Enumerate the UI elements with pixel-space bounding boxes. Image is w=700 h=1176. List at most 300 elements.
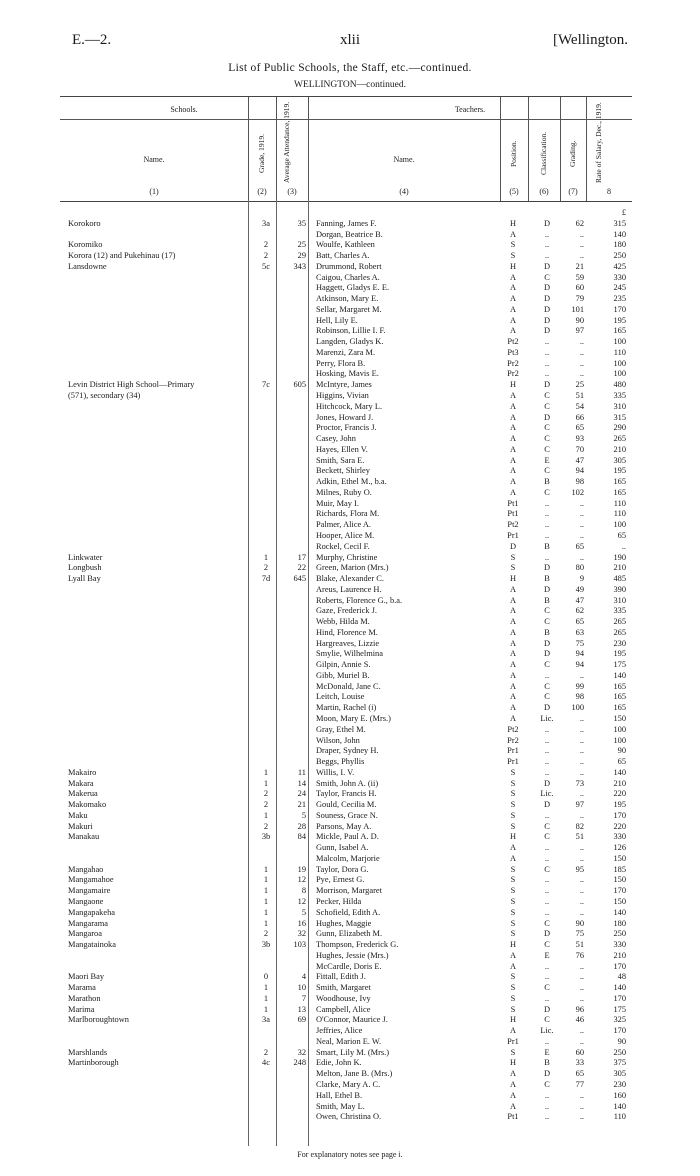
grading-cell: 66 bbox=[575, 412, 584, 422]
position-cell: Pr1 bbox=[507, 757, 519, 767]
grade-cell: 1 bbox=[263, 907, 269, 917]
position-cell: A bbox=[509, 466, 517, 476]
salary-cell: 100 bbox=[613, 337, 626, 347]
table-row bbox=[60, 423, 632, 434]
classification-cell: .. bbox=[544, 767, 550, 777]
pound-sign-row bbox=[60, 208, 632, 219]
salary-cell: 310 bbox=[613, 595, 626, 605]
teacher-name-cell: Atkinson, Mary E. bbox=[316, 294, 379, 304]
attendance-cell: 645 bbox=[293, 574, 306, 584]
grading-cell: .. bbox=[579, 810, 584, 820]
table-row bbox=[60, 639, 632, 650]
grade-header: Grade, 1919. bbox=[257, 134, 266, 174]
classification-cell: C bbox=[544, 821, 550, 831]
attendance-cell: 12 bbox=[297, 897, 306, 906]
grade-cell: 3a bbox=[262, 218, 270, 228]
salary-cell: 110 bbox=[613, 498, 626, 508]
grading-cell: 62 bbox=[575, 218, 584, 228]
teacher-name-cell: Higgins, Vivian bbox=[316, 391, 369, 401]
classification-cell: C bbox=[544, 660, 550, 670]
teacher-name-cell: Martin, Rachel (i) bbox=[316, 703, 377, 713]
position-cell: A bbox=[509, 444, 517, 454]
table-row bbox=[60, 789, 632, 800]
col-number-1: (1) bbox=[149, 187, 159, 196]
table-row bbox=[60, 671, 632, 682]
salary-cell: 150 bbox=[613, 897, 626, 906]
salary-cell: 100 bbox=[613, 369, 626, 379]
salary-cell: 245 bbox=[613, 283, 626, 293]
grading-cell: 54 bbox=[575, 401, 584, 411]
school-name-cell: Lansdowne bbox=[68, 261, 107, 271]
table-row bbox=[60, 273, 632, 284]
grading-cell: .. bbox=[579, 530, 584, 540]
table-row bbox=[60, 725, 632, 736]
position-cell: Pt1 bbox=[507, 498, 519, 508]
salary-cell: 165 bbox=[613, 692, 626, 702]
grading-cell: .. bbox=[579, 520, 584, 530]
position-cell: S bbox=[510, 929, 516, 939]
salary-cell: 230 bbox=[613, 1080, 626, 1090]
attendance-cell: 19 bbox=[297, 864, 306, 874]
table-row bbox=[60, 1005, 632, 1016]
table-row bbox=[60, 1026, 632, 1037]
grading-cell: .. bbox=[579, 552, 584, 562]
grading-cell: 73 bbox=[575, 778, 584, 788]
grading-cell: 97 bbox=[575, 800, 584, 810]
teacher-name-cell: Smith, May L. bbox=[316, 1101, 365, 1111]
salary-cell: 210 bbox=[613, 778, 626, 788]
classification-header: Classification. bbox=[539, 131, 548, 175]
classification-cell: D bbox=[543, 304, 551, 314]
classification-cell: D bbox=[543, 218, 551, 228]
table-row bbox=[60, 1091, 632, 1102]
table-row bbox=[60, 983, 632, 994]
col-number-8: 8 bbox=[607, 187, 611, 196]
table-row bbox=[60, 1069, 632, 1080]
teacher-name-cell: Perry, Flora B. bbox=[316, 358, 366, 368]
grading-cell: 90 bbox=[575, 315, 584, 325]
table-row bbox=[60, 413, 632, 424]
grade-cell: 7c bbox=[262, 380, 270, 390]
salary-cell: 290 bbox=[613, 423, 626, 433]
salary-cell: 140 bbox=[613, 1101, 626, 1111]
salary-cell: 175 bbox=[613, 1004, 626, 1014]
col-number-7: (7) bbox=[568, 187, 578, 196]
table-row bbox=[60, 456, 632, 467]
grade-cell: 2 bbox=[263, 240, 269, 250]
teacher-name-cell: Proctor, Francis J. bbox=[316, 423, 377, 433]
attendance-cell: 17 bbox=[297, 552, 306, 562]
teacher-name-cell: Dorgan, Beatrice B. bbox=[316, 229, 383, 239]
salary-cell: 180 bbox=[613, 240, 626, 250]
col-number-6: (6) bbox=[539, 187, 549, 196]
classification-cell: .. bbox=[544, 1036, 550, 1046]
school-name-cell: Linkwater bbox=[68, 552, 103, 562]
teacher-name-cell: Parsons, May A. bbox=[316, 821, 372, 831]
classification-cell: .. bbox=[544, 240, 550, 250]
attendance-cell: 5 bbox=[301, 810, 306, 820]
table-row bbox=[60, 757, 632, 768]
grading-cell: 96 bbox=[575, 1004, 584, 1014]
table-row bbox=[60, 402, 632, 413]
classification-cell: D bbox=[543, 261, 551, 271]
salary-cell: 330 bbox=[613, 272, 626, 282]
classification-cell: .. bbox=[544, 961, 550, 971]
salary-cell: 110 bbox=[613, 347, 626, 357]
grading-cell: .. bbox=[579, 972, 584, 982]
teacher-name-cell: Beckett, Shirley bbox=[316, 466, 370, 476]
teacher-name-cell: Casey, John bbox=[316, 434, 356, 444]
table-row bbox=[60, 972, 632, 983]
attendance-cell: 84 bbox=[297, 832, 306, 842]
classification-cell: C bbox=[544, 1015, 550, 1025]
table-row bbox=[60, 692, 632, 703]
position-cell: Pt2 bbox=[507, 520, 519, 530]
classification-cell: .. bbox=[544, 1090, 550, 1100]
salary-cell: 480 bbox=[613, 380, 626, 390]
classification-cell: .. bbox=[544, 670, 550, 680]
classification-cell: D bbox=[543, 283, 551, 293]
grading-cell: .. bbox=[579, 961, 584, 971]
salary-cell: 170 bbox=[613, 810, 626, 820]
position-cell: A bbox=[509, 627, 517, 637]
classification-cell: C bbox=[544, 864, 550, 874]
teacher-name-cell: Smart, Lily M. (Mrs.) bbox=[316, 1047, 390, 1057]
position-cell: A bbox=[509, 401, 517, 411]
position-cell: H bbox=[509, 1015, 517, 1025]
grading-cell: 60 bbox=[575, 283, 584, 293]
teacher-name-cell: Milnes, Ruby O. bbox=[316, 487, 372, 497]
salary-cell: 250 bbox=[613, 251, 626, 261]
classification-cell: D bbox=[543, 778, 551, 788]
salary-cell: 195 bbox=[613, 315, 626, 325]
salary-cell: 170 bbox=[613, 304, 626, 314]
salary-cell: 110 bbox=[613, 509, 626, 519]
teacher-name-cell: Melton, Jane B. (Mrs.) bbox=[316, 1069, 393, 1079]
grading-cell: .. bbox=[579, 1101, 584, 1111]
region-subtitle: WELLINGTON—continued. bbox=[294, 80, 406, 90]
school-name-cell: Mangapakeha bbox=[68, 907, 115, 917]
school-name-cell: Marshlands bbox=[68, 1047, 108, 1057]
classification-cell: C bbox=[544, 272, 550, 282]
attendance-cell: 605 bbox=[293, 380, 306, 390]
grading-cell: .. bbox=[579, 897, 584, 906]
grading-cell: 47 bbox=[575, 455, 584, 465]
salary-cell: 110 bbox=[613, 1112, 626, 1122]
position-cell: H bbox=[509, 574, 517, 584]
grading-cell: 60 bbox=[575, 1047, 584, 1057]
classification-cell: .. bbox=[544, 907, 550, 917]
attendance-cell: 21 bbox=[297, 800, 306, 810]
grading-cell: .. bbox=[579, 1026, 584, 1036]
table-row bbox=[60, 897, 632, 908]
attendance-cell: 22 bbox=[297, 563, 306, 573]
attendance-cell: 103 bbox=[293, 940, 306, 950]
table-row bbox=[60, 553, 632, 564]
table-row bbox=[60, 886, 632, 897]
salary-cell: 165 bbox=[613, 487, 626, 497]
school-name-cell: Mangaone bbox=[68, 897, 104, 906]
classification-cell: .. bbox=[544, 972, 550, 982]
teacher-name-cell: Robinson, Lillie I. F. bbox=[316, 326, 386, 336]
attendance-cell: 24 bbox=[297, 789, 306, 799]
grade-cell: 3b bbox=[261, 940, 271, 950]
classification-cell: B bbox=[544, 595, 550, 605]
grading-cell: 47 bbox=[575, 595, 584, 605]
classification-cell: D bbox=[543, 800, 551, 810]
grading-cell: 51 bbox=[575, 832, 584, 842]
table-row bbox=[60, 1102, 632, 1113]
teacher-name-cell: Beggs, Phyllis bbox=[316, 757, 365, 767]
grading-cell: 99 bbox=[575, 681, 584, 691]
teacher-name-cell: Murphy, Christine bbox=[316, 552, 378, 562]
position-cell: H bbox=[509, 380, 517, 390]
table-title: List of Public Schools, the Staff, etc.—continued. bbox=[228, 62, 472, 74]
salary-cell: 170 bbox=[613, 886, 626, 896]
position-cell: A bbox=[509, 660, 517, 670]
grade-cell: 2 bbox=[263, 789, 269, 799]
classification-cell: C bbox=[544, 466, 550, 476]
table-row bbox=[60, 682, 632, 693]
teacher-name-cell: Batt, Charles A. bbox=[316, 251, 370, 261]
table-row bbox=[60, 445, 632, 456]
school-name-cell: Maori Bay bbox=[68, 972, 105, 982]
grading-cell: .. bbox=[579, 509, 584, 519]
grading-cell: .. bbox=[579, 789, 584, 799]
grade-cell: 3b bbox=[261, 832, 271, 842]
grade-cell: 1 bbox=[263, 1004, 269, 1014]
grading-cell: 65 bbox=[575, 541, 584, 551]
grading-cell: .. bbox=[579, 347, 584, 357]
salary-cell: 160 bbox=[613, 1090, 626, 1100]
salary-cell: 330 bbox=[613, 832, 626, 842]
school-name-cell: Korora (12) and Pukehinau (17) bbox=[68, 251, 176, 261]
teacher-name-cell: Pecker, Hilda bbox=[316, 897, 362, 906]
salary-cell: 150 bbox=[613, 875, 626, 885]
table-row bbox=[60, 240, 632, 251]
grading-cell: .. bbox=[579, 907, 584, 917]
teacher-name-cell: Palmer, Alice A. bbox=[316, 520, 372, 530]
position-cell: S bbox=[510, 810, 516, 820]
grade-cell: 2 bbox=[263, 821, 269, 831]
position-cell: S bbox=[510, 993, 516, 1003]
schools-group-label: Schools. bbox=[170, 105, 198, 114]
classification-cell: C bbox=[544, 444, 550, 454]
table-row bbox=[60, 585, 632, 596]
teacher-name-cell: Fanning, James F. bbox=[316, 218, 377, 228]
teacher-name-cell: Blake, Alexander C. bbox=[316, 574, 384, 584]
classification-cell: .. bbox=[544, 347, 550, 357]
attendance-cell: 69 bbox=[297, 1015, 306, 1025]
school-name-cell: Makara bbox=[68, 778, 94, 788]
classification-cell: C bbox=[544, 681, 550, 691]
attendance-cell: 13 bbox=[297, 1004, 306, 1014]
position-cell: A bbox=[509, 681, 517, 691]
table-row bbox=[60, 359, 632, 370]
table-row bbox=[60, 466, 632, 477]
teacher-name-cell: McIntyre, James bbox=[316, 380, 372, 390]
teacher-name-cell: Gould, Cecilia M. bbox=[316, 800, 377, 810]
teacher-name-cell: Pye, Ernest G. bbox=[316, 875, 365, 885]
grade-cell: 1 bbox=[263, 875, 269, 885]
school-name-cell: Marama bbox=[68, 983, 96, 993]
grading-cell: 98 bbox=[575, 477, 584, 487]
salary-cell: 195 bbox=[613, 649, 626, 659]
teachers-group-label: Teachers. bbox=[454, 105, 486, 114]
classification-cell: C bbox=[544, 401, 550, 411]
teacher-name-cell: Moon, Mary E. (Mrs.) bbox=[316, 713, 391, 723]
teacher-name-cell: Gunn, Isabel A. bbox=[316, 843, 369, 853]
salary-cell: 310 bbox=[613, 401, 626, 411]
teacher-name-cell: Marenzi, Zara M. bbox=[316, 347, 376, 357]
grading-cell: 95 bbox=[575, 864, 584, 874]
salary-cell: 265 bbox=[613, 627, 626, 637]
grade-cell: 1 bbox=[263, 767, 269, 777]
grading-cell: .. bbox=[579, 993, 584, 1003]
salary-cell: 265 bbox=[613, 434, 626, 444]
position-cell: Pt3 bbox=[507, 347, 519, 357]
grade-cell: 2 bbox=[263, 1047, 269, 1057]
teacher-name-cell: Haggett, Gladys E. E. bbox=[316, 283, 390, 293]
classification-cell: .. bbox=[544, 735, 550, 745]
position-cell: Pt1 bbox=[507, 1112, 519, 1122]
grading-cell: .. bbox=[579, 735, 584, 745]
attendance-cell: 14 bbox=[297, 778, 306, 788]
classification-cell: .. bbox=[544, 509, 550, 519]
position-cell: A bbox=[509, 1080, 517, 1090]
salary-cell: 220 bbox=[613, 789, 626, 799]
grading-cell: 65 bbox=[575, 423, 584, 433]
attendance-cell: 35 bbox=[297, 218, 306, 228]
salary-cell: 150 bbox=[613, 713, 626, 723]
position-cell: H bbox=[509, 832, 517, 842]
classification-cell: D bbox=[543, 380, 551, 390]
position-cell: H bbox=[509, 218, 517, 228]
attendance-cell: 343 bbox=[293, 261, 306, 271]
grading-cell: 90 bbox=[575, 918, 584, 928]
teacher-name-cell: Hughes, Maggie bbox=[316, 918, 372, 928]
salary-cell: 305 bbox=[613, 455, 626, 465]
teacher-name-cell: McCardle, Doris E. bbox=[316, 961, 382, 971]
teacher-name-cell: Woodhouse, Ivy bbox=[316, 993, 371, 1003]
attendance-cell: 10 bbox=[297, 983, 306, 993]
grading-cell: .. bbox=[579, 498, 584, 508]
grading-cell: 98 bbox=[575, 692, 584, 702]
teacher-name-cell: Sellar, Margaret M. bbox=[316, 304, 382, 314]
attendance-cell: 7 bbox=[301, 993, 306, 1003]
grading-cell: 49 bbox=[575, 584, 584, 594]
grade-cell: 2 bbox=[263, 251, 269, 261]
classification-cell: C bbox=[544, 918, 550, 928]
table-row bbox=[60, 875, 632, 886]
grading-cell: 59 bbox=[575, 272, 584, 282]
classification-cell: C bbox=[544, 391, 550, 401]
grading-cell: 9 bbox=[579, 574, 584, 584]
attendance-cell: 25 bbox=[297, 240, 306, 250]
classification-cell: .. bbox=[544, 229, 550, 239]
classification-cell: C bbox=[544, 1080, 550, 1090]
position-cell: S bbox=[510, 864, 516, 874]
classification-cell: .. bbox=[544, 746, 550, 756]
salary-cell: 335 bbox=[613, 391, 626, 401]
teacher-name-cell: Smith, Margaret bbox=[316, 983, 371, 993]
classification-cell: C bbox=[544, 983, 550, 993]
table-row bbox=[60, 703, 632, 714]
grade-cell: 1 bbox=[263, 918, 269, 928]
grading-cell: 93 bbox=[575, 434, 584, 444]
position-cell: A bbox=[509, 229, 517, 239]
position-cell: H bbox=[509, 261, 517, 271]
salary-cell: 140 bbox=[613, 907, 626, 917]
teacher-name-cell: Gibb, Muriel B. bbox=[316, 670, 370, 680]
salary-cell: 48 bbox=[617, 972, 626, 982]
footer-note: For explanatory notes see page i. bbox=[297, 1150, 403, 1159]
table-row bbox=[60, 994, 632, 1005]
table-row bbox=[60, 488, 632, 499]
school-name-cell: Mangaroa bbox=[68, 929, 102, 939]
teacher-name-cell: Muir, May I. bbox=[316, 498, 359, 508]
position-cell: A bbox=[509, 649, 517, 659]
grading-cell: 21 bbox=[575, 261, 584, 271]
teacher-name-cell: Areus, Laurence H. bbox=[316, 584, 382, 594]
classification-cell: C bbox=[544, 423, 550, 433]
teacher-name-cell: Taylor, Francis H. bbox=[316, 789, 377, 799]
grading-cell: 102 bbox=[571, 487, 584, 497]
grading-cell: .. bbox=[579, 369, 584, 379]
classification-cell: Lic. bbox=[540, 789, 554, 799]
classification-cell: D bbox=[543, 584, 551, 594]
school-name-cell: Makuri bbox=[68, 821, 93, 831]
grading-cell: 51 bbox=[575, 940, 584, 950]
salary-cell: 140 bbox=[613, 229, 626, 239]
salary-cell: 305 bbox=[613, 1069, 626, 1079]
position-cell: A bbox=[509, 487, 517, 497]
teacher-name-cell: Taylor, Dora G. bbox=[316, 864, 369, 874]
grade-cell: 3a bbox=[262, 1015, 270, 1025]
table-row bbox=[60, 316, 632, 327]
attendance-cell: 32 bbox=[297, 929, 306, 939]
position-cell: S bbox=[510, 251, 516, 261]
teacher-name-cell: Hooper, Alice M. bbox=[316, 530, 375, 540]
classification-cell: .. bbox=[544, 358, 550, 368]
classification-cell: .. bbox=[544, 520, 550, 530]
teacher-name-cell: Hayes, Ellen V. bbox=[316, 444, 368, 454]
classification-cell: E bbox=[544, 950, 550, 960]
grade-cell: 1 bbox=[263, 983, 269, 993]
position-cell: A bbox=[509, 294, 517, 304]
position-cell: A bbox=[509, 304, 517, 314]
table-row bbox=[60, 380, 632, 391]
table-row bbox=[60, 800, 632, 811]
classification-cell: D bbox=[543, 1004, 551, 1014]
table-row bbox=[60, 779, 632, 790]
position-cell: A bbox=[509, 606, 517, 616]
position-cell: A bbox=[509, 1101, 517, 1111]
position-cell: S bbox=[510, 907, 516, 917]
salary-cell: 210 bbox=[613, 563, 626, 573]
grade-cell: 4c bbox=[262, 1058, 270, 1068]
salary-cell: 100 bbox=[613, 358, 626, 368]
teacher-name-cell: Clarke, Mary A. C. bbox=[316, 1080, 381, 1090]
salary-cell: 165 bbox=[613, 681, 626, 691]
classification-cell: .. bbox=[544, 724, 550, 734]
position-cell: H bbox=[509, 1058, 517, 1068]
teacher-name-cell: Owen, Christina O. bbox=[316, 1112, 382, 1122]
grading-cell: .. bbox=[579, 746, 584, 756]
position-cell: Pt1 bbox=[507, 509, 519, 519]
teacher-name-cell: Smylie, Wilhelmina bbox=[316, 649, 383, 659]
position-cell: A bbox=[509, 713, 517, 723]
